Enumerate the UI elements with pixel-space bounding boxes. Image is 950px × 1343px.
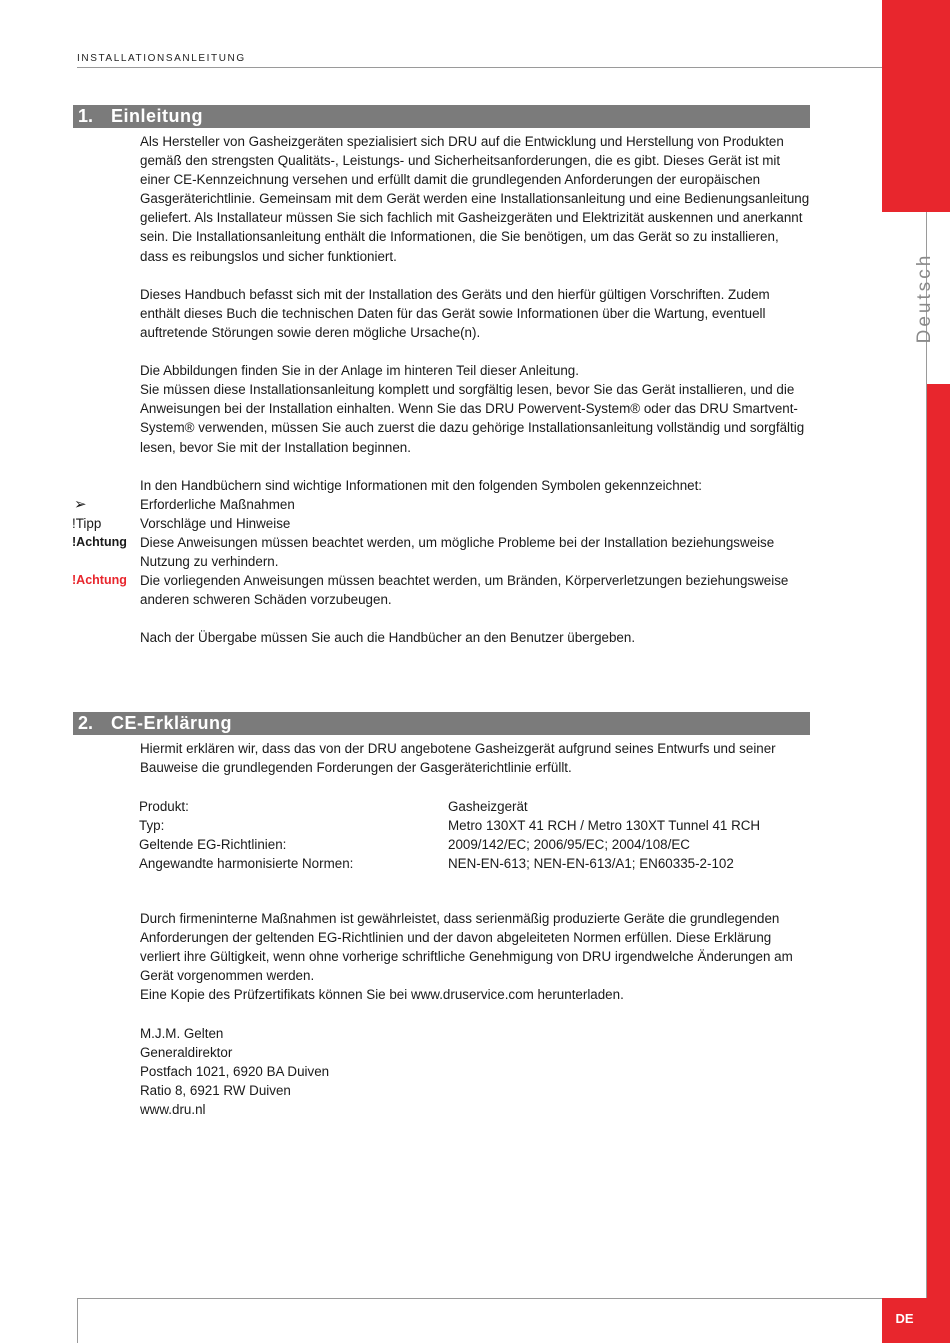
spec-key: Produkt:	[139, 799, 189, 814]
symbols-intro: In den Handbüchern sind wichtige Informationen mit den folgenden Symbolen gekennzeichnet:	[140, 477, 703, 493]
running-header: INSTALLATIONSANLEITUNG	[77, 53, 246, 64]
section-title: CE-Erklärung	[111, 713, 233, 733]
section-number: 1.	[78, 106, 94, 126]
section-number: 2.	[78, 713, 94, 733]
side-tab-top	[882, 0, 950, 212]
symbol-text: Erforderliche Maßnahmen	[140, 496, 295, 512]
paragraph: Durch firmeninterne Maßnahmen ist gewährleistet, dass serienmäßig produzierte Geräte die grundlegenden Anforderungen der geltenden EG-Richtlinien und der davon abgeleiteten Normen erfüllen. Diese Erklärung verliert ihre Gültigkeit, wenn ohne vorherige schriftliche Genehmigung von DRU irgendwelche Änderungen am Gerät vorgenommen werden.	[140, 911, 793, 984]
warning-symbol: !Achtung	[72, 573, 127, 588]
section-title: Einleitung	[111, 106, 203, 126]
symbol-row	[72, 533, 810, 571]
spec-key: Angewandte harmonisierte Normen:	[139, 856, 354, 872]
symbol-row	[72, 514, 810, 533]
spec-key: Typ:	[139, 818, 165, 834]
language-side-tab	[900, 212, 950, 384]
section-heading-einleitung	[73, 105, 810, 128]
section2-intro	[140, 739, 810, 777]
paragraph: Dieses Handbuch befasst sich mit der Installation des Geräts und den hierfür gültigen Vorschriften. Zudem enthält dieses Buch die technischen Daten für das Gerät sowie Informationen über die Wartung, eventuell auftretende Störungen sowie deren mögliche Ursache(n).	[140, 286, 770, 340]
paragraph: Eine Kopie des Prüfzertifikats können Sie bei www.druservice.com herunterladen.	[140, 987, 624, 1003]
spec-value: NEN-EN-613; NEN-EN-613/A1; EN60335-2-102	[448, 856, 734, 872]
section2-body	[140, 909, 810, 1119]
header-rule	[77, 67, 927, 68]
symbol-text: Diese Anweisungen müssen beachtet werden, um mögliche Probleme bei der Installation beziehungsweise Nutzung zu verhindern.	[140, 534, 775, 570]
section1-body	[72, 132, 810, 648]
symbol-row	[72, 571, 810, 609]
paragraph: Hiermit erklären wir, dass das von der DRU angebotene Gasheizgerät aufgrund seines Entwurfs und seiner Bauweise die grundlegenden Forderungen der Gasgeräterichtlinie erfüllt.	[140, 741, 776, 776]
paragraph: Die Abbildungen finden Sie in der Anlage im hinteren Teil dieser Anleitung.	[140, 363, 579, 379]
signature-line: Ratio 8, 6921 RW Duiven	[140, 1082, 291, 1098]
language-code-tab: DE	[882, 1298, 927, 1343]
caution-symbol: !Achtung	[72, 534, 127, 549]
spec-row	[139, 854, 819, 873]
signature-line: Postfach 1021, 6920 BA Duiven	[140, 1063, 330, 1079]
signature-line: Generaldirektor	[140, 1044, 233, 1060]
language-side-label: Deutsch	[914, 252, 935, 344]
symbol-text: Vorschläge und Hinweise	[140, 515, 291, 531]
spec-value: Gasheizgerät	[448, 799, 528, 814]
arrow-icon: ➢	[74, 495, 87, 513]
paragraph: Nach der Übergabe müssen Sie auch die Handbücher an den Benutzer übergeben.	[140, 630, 636, 646]
spec-value: Metro 130XT 41 RCH / Metro 130XT Tunnel 41 RCH	[448, 818, 761, 834]
symbol-row	[74, 495, 810, 514]
signature-line: www.dru.nl	[140, 1101, 206, 1117]
product-spec-table	[139, 797, 819, 873]
footer-frame-left	[77, 1298, 78, 1343]
spec-row	[139, 816, 819, 835]
spec-value: 2009/142/EC; 2006/95/EC; 2004/108/EC	[448, 837, 690, 853]
section-heading-ce	[73, 712, 810, 735]
paragraph: Als Hersteller von Gasheizgeräten spezialisiert sich DRU auf die Entwicklung und Herstellung von Produkten gemäß den strengsten Qualitäts-, Leistungs- und Sicherheitsanforderungen, die es gibt. Dieses Gerät ist mit einer CE-Kennzeichnung versehen und erfüllt damit die grundlegenden Anforderungen der europäischen Gasgeräterichtlinie. Gemeinsam mit dem Gerät werden eine Installationsanleitung und eine Bedienungsanleitung geliefert. Als Installateur müssen Sie sich fachlich mit Gasheizgeräten und Elektrizität auskennen und anerkannt sein. Die Installationsanleitung enthält die Informationen, die Sie benötigen, um das Gerät so zu installieren, dass es reibungslos und sicher funktioniert.	[140, 134, 810, 264]
symbol-text: Die vorliegenden Anweisungen müssen beachtet werden, um Bränden, Körperverletzungen beziehungsweise anderen schweren Schäden vorzubeugen.	[140, 573, 789, 608]
tip-symbol: !Tipp	[72, 515, 102, 531]
spec-key: Geltende EG-Richtlinien:	[139, 837, 287, 853]
signature-line: M.J.M. Gelten	[140, 1025, 224, 1041]
spec-row	[139, 797, 819, 816]
side-tab-bottom	[927, 384, 950, 1343]
paragraph: Sie müssen diese Installationsanleitung komplett und sorgfältig lesen, bevor Sie das Gerät installieren, und die Anweisungen bei der Installation einhalten. Wenn Sie das DRU Powervent-System® oder das DRU Smartvent-System® verwenden, müssen Sie auch zuerst die dazu gehörige Installationsanleitung vollständig und sorgfältig lesen, bevor Sie mit der Installation beginnen.	[140, 382, 805, 455]
footer-rule	[77, 1298, 927, 1299]
spec-row	[139, 835, 819, 854]
